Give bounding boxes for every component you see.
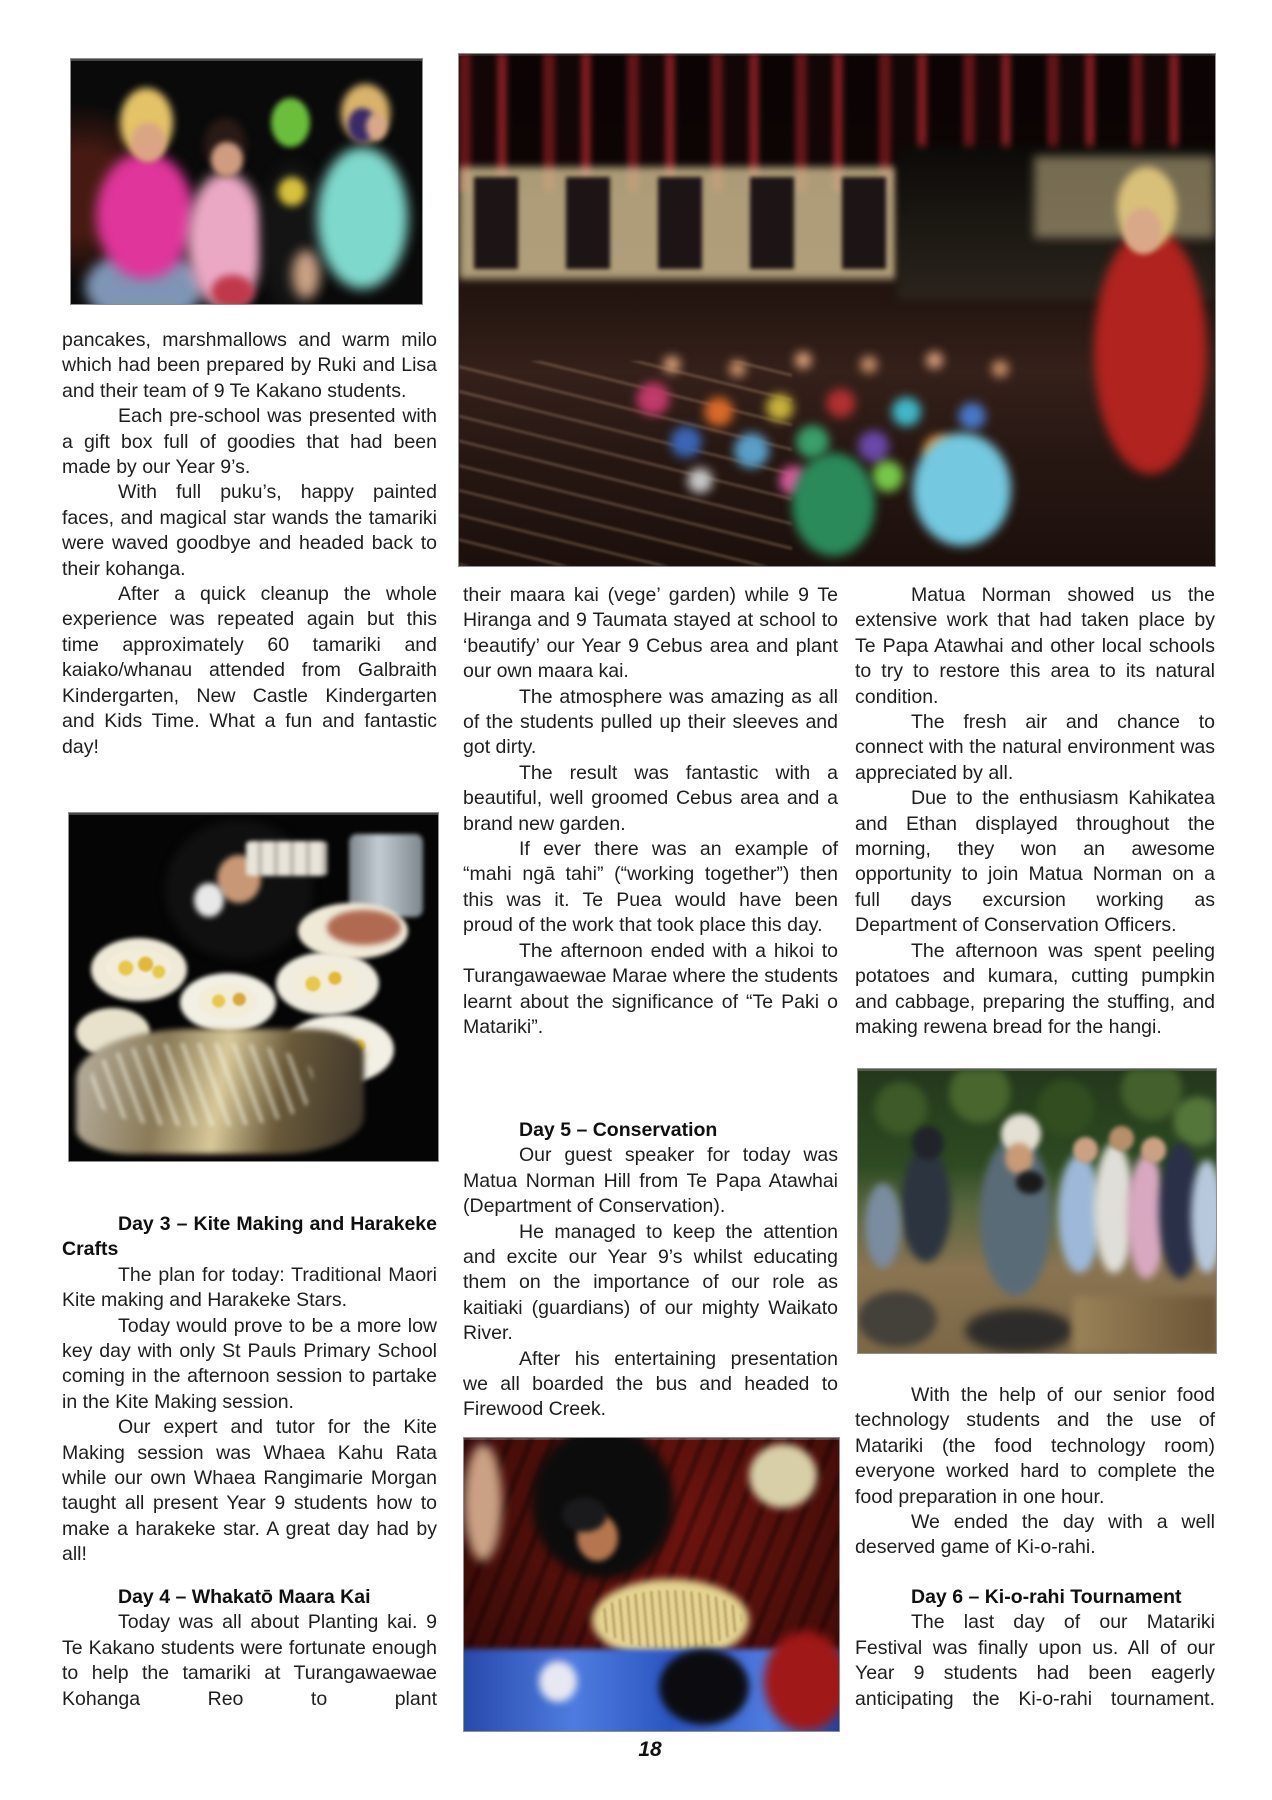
day4-heading: Day 4 – Whakatō Maara Kai [118, 1586, 371, 1608]
day4-section [62, 1585, 437, 1712]
photo-food-preparation [68, 812, 439, 1162]
day3-heading: Day 3 – Kite Making and Harakeke Crafts [62, 1213, 437, 1261]
photo-weaving [463, 1437, 840, 1732]
paragraph: Each pre-school was presented with a gift box full of goodies that had been made by our Year 9’s. [62, 405, 437, 479]
paragraph: their maara kai (vege’ garden) while 9 Te Hiranga and 9 Taumata stayed at school to ‘beautify’ our Year 9 Cebus area and plant our own maara kai. [463, 584, 838, 683]
paragraph: With the help of our senior food technology students and the use of Matariki (the food technology room) everyone worked hard to complete the food preparation in one hour. [855, 1384, 1215, 1508]
paragraph: The afternoon ended with a hikoi to Turangawaewae Marae where the students learnt about the significance of “Te Paki o Matariki”. [463, 939, 838, 1038]
photo-outdoor-group [857, 1068, 1217, 1354]
day5-heading: Day 5 – Conservation [519, 1119, 718, 1141]
paragraph: The result was fantastic with a beautiful, well groomed Cebus area and a brand new garden. [463, 761, 838, 835]
day6-section [855, 1585, 1215, 1712]
paragraph: Due to the enthusiasm Kahikatea and Ethan displayed throughout the morning, they won an awesome opportunity to join Matua Norman on a full days excursion working as Department of Conservation Officers. [855, 787, 1215, 937]
paragraph: After his entertaining presentation we all boarded the bus and headed to Firewood Creek. [463, 1347, 838, 1421]
paragraph: The atmosphere was amazing as all of the students pulled up their sleeves and got dirty. [463, 685, 838, 759]
paragraph: Our guest speaker for today was Matua Norman Hill from Te Papa Atawhai (Department of Conservation). [463, 1144, 838, 1218]
paragraph: Matua Norman showed us the extensive work that had taken place by Te Papa Atawhai and other local schools to try to restore this area to its natural condition. [855, 584, 1215, 708]
photo-children-facepaint [70, 58, 423, 305]
paragraph: We ended the day with a well deserved game of Ki-o-rahi. [855, 1511, 1215, 1559]
day6-heading: Day 6 – Ki-o-rahi Tournament [911, 1586, 1182, 1608]
paragraph: With full puku’s, happy painted faces, and magical star wands the tamariki were waved goodbye and headed back to their kohanga. [62, 481, 437, 580]
paragraph: He managed to keep the attention and excite our Year 9’s whilst educating them on the importance of our role as kaitiaki (guardians) of our mighty Waikato River. [463, 1220, 838, 1345]
right-column-text [855, 583, 1215, 1040]
paragraph: The fresh air and chance to connect with the natural environment was appreciated by all. [855, 711, 1215, 784]
left-column-intro [62, 328, 437, 760]
paragraph: The last day of our Matariki Festival was finally upon us. All of our Year 9 students had been eagerly anticipating the Ki-o-rahi tournament. [855, 1611, 1215, 1710]
middle-column-text [463, 583, 838, 1040]
paragraph: If ever there was an example of “mahi ngā tahi” (“working together”) then this was it. Te Puea would have been proud of the work that took place this day. [463, 838, 838, 937]
paragraph: The afternoon was spent peeling potatoes and kumara, cutting pumpkin and cabbage, preparing the stuffing, and making rewena bread for the hangi. [855, 939, 1215, 1038]
day3-section [62, 1212, 437, 1568]
page-number: 18 [638, 1738, 662, 1761]
paragraph: After a quick cleanup the whole experience was repeated again but this time approximately 60 tamariki and kaiako/whanau attended from Galbraith Kindergarten, New Castle Kindergarten and Kids Time. What a fun and fantastic day! [62, 583, 437, 758]
paragraph: Today was all about Planting kai. 9 Te Kakano students were fortunate enough to help the tamariki at Turangawaewae Kohanga Reo to plant [62, 1611, 437, 1710]
paragraph: Today would prove to be a more low key day with only St Pauls Primary School coming in the afternoon session to partake in the Kite Making session. [62, 1314, 437, 1413]
day5-section [463, 1118, 838, 1423]
right-column-text-2 [855, 1383, 1215, 1561]
photo-hall-crowd [458, 53, 1216, 567]
paragraph: Our expert and tutor for the Kite Making session was Whaea Kahu Rata while our own Whaea Rangimarie Morgan taught all present Year 9 students how to make a harakeke star. A great day had by all! [62, 1416, 437, 1566]
paragraph: The plan for today: Traditional Maori Kite making and Harakeke Stars. [62, 1263, 437, 1312]
paragraph: pancakes, marshmallows and warm milo which had been prepared by Ruki and Lisa and their team of 9 Te Kakano students. [62, 329, 437, 402]
